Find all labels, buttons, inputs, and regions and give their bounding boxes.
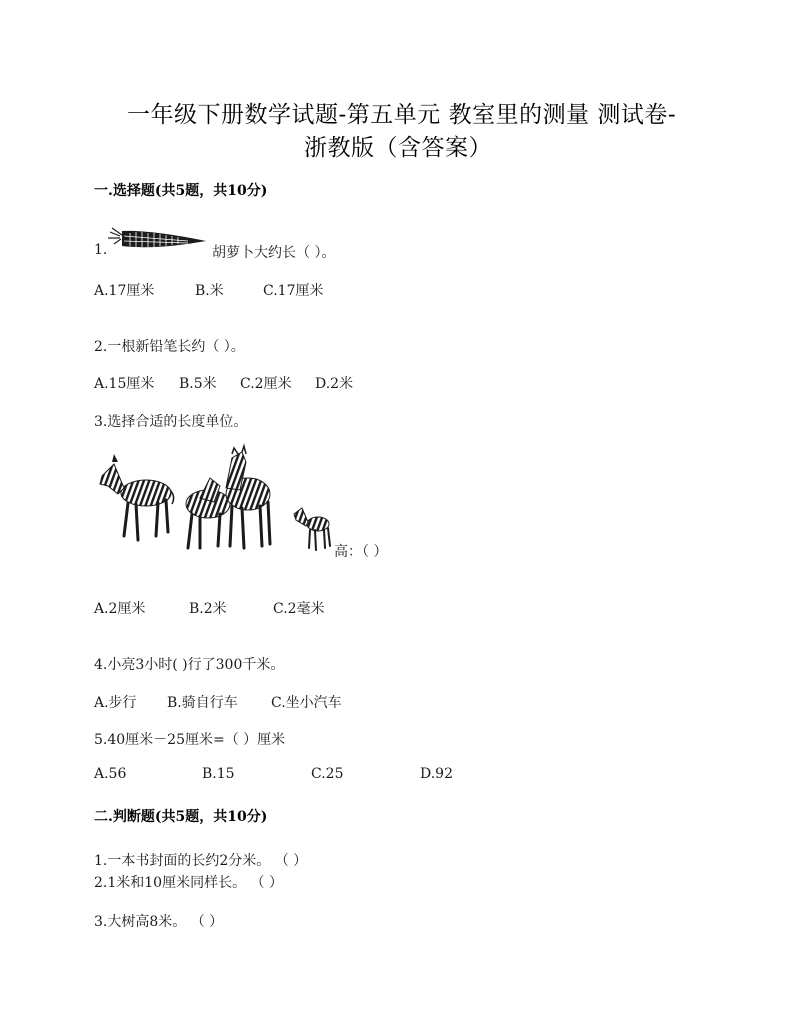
- question-2-option-a[interactable]: A.15厘米: [94, 376, 155, 392]
- section-heading-choice: 一.选择题(共5题，共10分): [94, 183, 268, 199]
- judgement-question-2: 2.1米和10厘米同样长。 （ ）: [94, 875, 283, 891]
- question-4-text: 4.小亮3小时( )行了300千米。: [94, 657, 285, 673]
- carrot-image: [108, 226, 208, 252]
- question-4-option-c[interactable]: C.坐小汽车: [271, 695, 342, 711]
- section-heading-judgement: 二.判断题(共5题，共10分): [94, 809, 268, 825]
- question-3-option-c[interactable]: C.2毫米: [273, 601, 325, 617]
- doc-title-line2: 浙教版（含答案）: [304, 135, 492, 161]
- question-5-option-b[interactable]: B.15: [202, 766, 235, 782]
- question-5-option-a[interactable]: A.56: [94, 766, 127, 782]
- question-1-text: 胡萝卜大约长（ ）。: [212, 245, 336, 261]
- question-2-option-d[interactable]: D.2米: [315, 376, 354, 392]
- question-5-option-c[interactable]: C.25: [311, 766, 344, 782]
- question-1-number: 1.: [94, 242, 108, 258]
- zebras-image: [96, 448, 336, 556]
- question-3-option-b[interactable]: B.2米: [189, 601, 227, 617]
- judgement-question-3: 3.大树高8米。 （ ）: [94, 914, 224, 930]
- question-2-text: 2.一根新铅笔长约（ ）。: [94, 339, 245, 355]
- question-2-option-c[interactable]: C.2厘米: [240, 376, 292, 392]
- question-5-option-d[interactable]: D.92: [420, 766, 453, 782]
- question-3-text: 3.选择合适的长度单位。: [94, 414, 248, 430]
- question-4-option-a[interactable]: A.步行: [94, 695, 137, 711]
- question-1-option-a[interactable]: A.17厘米: [94, 283, 155, 299]
- question-3-option-a[interactable]: A.2厘米: [94, 601, 146, 617]
- question-1-option-b[interactable]: B.米: [195, 283, 224, 299]
- question-4-option-b[interactable]: B.骑自行车: [167, 695, 238, 711]
- doc-title-line1: 一年级下册数学试题-第五单元 教室里的测量 测试卷-: [127, 102, 677, 128]
- question-3-blank: 高：（ ）: [334, 544, 388, 560]
- question-5-text: 5.40厘米－25厘米=（ ）厘米: [94, 732, 286, 748]
- question-2-option-b[interactable]: B.5米: [179, 376, 217, 392]
- question-1-option-c[interactable]: C.17厘米: [263, 283, 324, 299]
- judgement-question-1: 1.一本书封面的长约2分米。 （ ）: [94, 853, 308, 869]
